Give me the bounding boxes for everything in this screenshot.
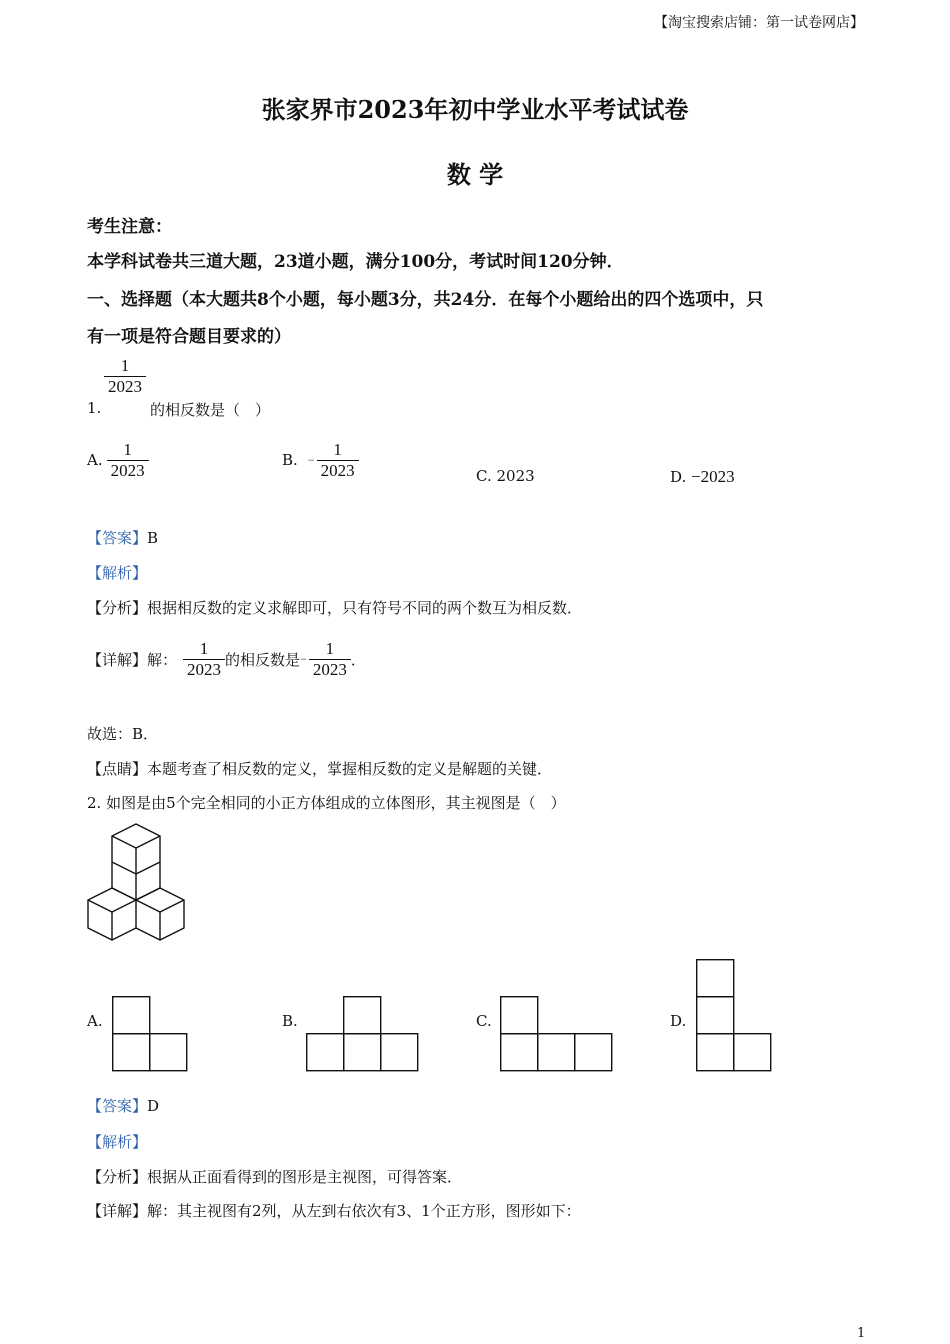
q1-number: 1.	[87, 399, 102, 417]
q2-option-d-label: D.	[670, 1012, 687, 1030]
q1-detail: 【详解】 解： $\frac{1}{2023}$ 的相反数是 − $\frac{1}{2023}$ ．	[87, 639, 366, 679]
q2-stem: 2. 如图是由5个完全相同的小正方体组成的立体图形，其主视图是（ ）	[87, 794, 566, 812]
q1-option-c: C. 2023	[476, 467, 535, 485]
cube-stack-figure	[86, 822, 188, 944]
q2-option-c-label: C.	[476, 1012, 492, 1030]
q2-option-d-view	[696, 959, 772, 1072]
page-title: 张家界市2023年初中学业水平考试试卷	[261, 95, 689, 124]
q1-choose: 故选：B．	[87, 725, 159, 743]
q2-option-b-view	[306, 996, 419, 1072]
q2-option-c-view	[500, 996, 613, 1072]
q1-fraction: $\frac{1}{2023}$	[104, 356, 146, 396]
q2-option-a-view	[112, 996, 188, 1072]
q2-option-a-label: A.	[87, 1012, 103, 1030]
header-note: 【淘宝搜索店铺：第一试卷网店】	[654, 15, 864, 31]
q1-stem: 的相反数是（ ）	[150, 401, 271, 419]
notice-heading: 考生注意：	[87, 217, 172, 237]
q2-option-b-label: B.	[282, 1012, 298, 1030]
q2-fenxi: 【分析】根据从正面看得到的图形是主视图，可得答案．	[87, 1168, 463, 1186]
subject-title: 数 学	[446, 160, 504, 189]
section-heading: 一、选择题（本大题共8个小题，每小题3分，共24分．在每个小题给出的四个选项中，只	[87, 290, 764, 310]
q1-option-a: A. $\frac{1}{2023}$	[87, 440, 149, 480]
q1-answer: 【答案】B	[87, 529, 159, 547]
q1-option-b: B. − $\frac{1}{2023}$	[282, 440, 359, 480]
page-number: 1	[857, 1326, 866, 1341]
q2-analysis-tag: 【解析】	[87, 1133, 148, 1151]
q1-fenxi: 【分析】根据相反数的定义求解即可，只有符号不同的两个数互为相反数．	[87, 599, 583, 617]
q2-detail: 【详解】解：其主视图有2列，从左到右依次有3、1个正方形，图形如下：	[87, 1202, 581, 1220]
q1-comment: 【点睛】本题考查了相反数的定义，掌握相反数的定义是解题的关键．	[87, 760, 553, 778]
q1-analysis-tag: 【解析】	[87, 564, 148, 582]
q2-answer: 【答案】D	[87, 1097, 160, 1115]
section-heading-cont: 有一项是符合题目要求的）	[87, 327, 291, 347]
q1-option-d: D. −2023	[670, 467, 735, 486]
notice-line: 本学科试卷共三道大题，23道小题，满分100分，考试时间120分钟．	[87, 252, 624, 272]
